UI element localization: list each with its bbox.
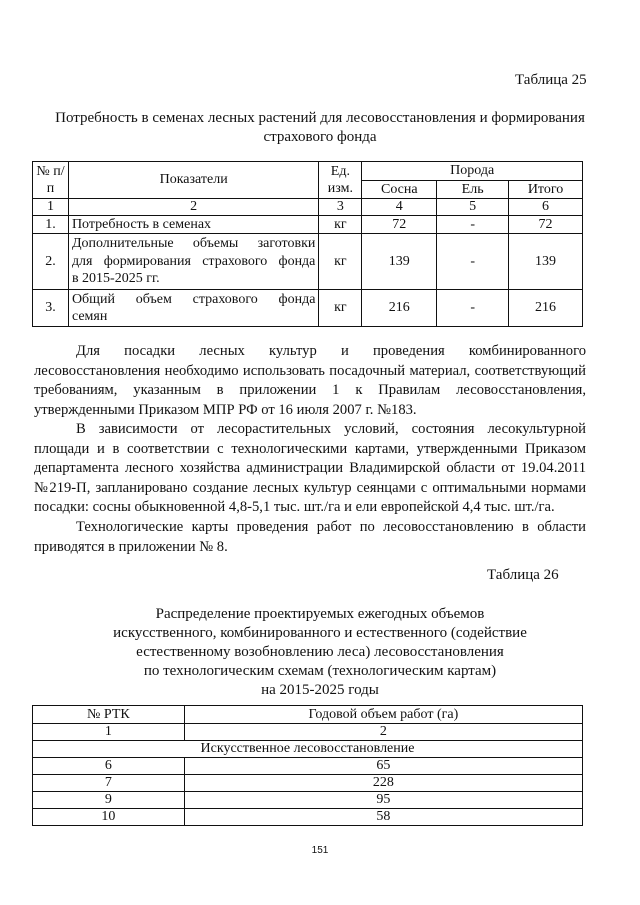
table25-title: [40, 109, 600, 147]
table-row: [33, 234, 583, 290]
row-spruce: -: [437, 234, 509, 290]
row-pine: 72: [362, 216, 437, 234]
volume-cell: 65: [184, 758, 582, 775]
row-total: 216: [509, 290, 583, 327]
row-pine: 139: [362, 234, 437, 290]
row-unit: кг: [319, 234, 362, 290]
row-indicator: Потребность в семенах: [68, 216, 318, 234]
row-indicator-line: Общий объем страхового фонда: [71, 291, 316, 307]
header-pine: Сосна: [362, 181, 437, 199]
colnum-cell: 1: [33, 724, 185, 741]
colnum-row: [33, 199, 583, 216]
volume-cell: 95: [184, 792, 582, 809]
table25: [32, 161, 583, 327]
table26-title-line: искусственного, комбинированного и естественного (содействие: [113, 625, 527, 641]
rtk-cell: 9: [33, 792, 185, 809]
table-row: [33, 758, 583, 775]
colnum-cell: 4: [362, 199, 437, 216]
table26-title: [40, 605, 600, 700]
table26-title-line: естественному возобновлению леса) лесовосстановления: [136, 644, 504, 660]
section-header: Искусственное лесовосстановление: [33, 741, 583, 758]
paragraph-3: Технологические карты проведения работ по лесовосстановлению в области приводятся в приложении № 8.: [34, 519, 586, 555]
table25-title-line2: страхового фонда: [263, 129, 377, 145]
page-number: 151: [311, 845, 329, 856]
row-num: 3.: [33, 290, 69, 327]
row-pine: 216: [362, 290, 437, 327]
header-num: № п/п: [33, 162, 69, 199]
table25-title-line1: Потребность в семенах лесных растений для лесовосстановления и формирования: [55, 110, 585, 126]
volume-cell: 228: [184, 775, 582, 792]
rtk-cell: 6: [33, 758, 185, 775]
row-indicator: [68, 290, 318, 327]
table26-title-line: на 2015-2025 годы: [261, 682, 379, 698]
row-indicator-line: Дополнительные объемы заготовки: [71, 236, 316, 252]
table26: [32, 705, 583, 826]
rtk-cell: 7: [33, 775, 185, 792]
header-volume: Годовой объем работ (га): [184, 706, 582, 724]
table-row: [33, 809, 583, 826]
header-spruce: Ель: [437, 181, 509, 199]
header-total: Итого: [509, 181, 583, 199]
colnum-cell: 6: [509, 199, 583, 216]
table26-title-line: по технологическим схемам (технологическим картам): [143, 663, 497, 679]
row-num: 2.: [33, 234, 69, 290]
table-row: [33, 216, 583, 234]
colnum-cell: 3: [319, 199, 362, 216]
colnum-cell: 1: [33, 199, 69, 216]
row-unit: кг: [319, 216, 362, 234]
table26-label: Таблица 26: [487, 567, 559, 583]
colnum-cell: 5: [437, 199, 509, 216]
header-unit: Ед. изм.: [319, 162, 362, 199]
table-row: [33, 290, 583, 327]
volume-cell: 58: [184, 809, 582, 826]
colnum-cell: 2: [68, 199, 318, 216]
table25-label: Таблица 25: [515, 72, 587, 88]
row-spruce: -: [437, 216, 509, 234]
row-num: 1.: [33, 216, 69, 234]
rtk-cell: 10: [33, 809, 185, 826]
paragraph-1: Для посадки лесных культур и проведения комбинированного лесовосстановления необходимо использовать посадочный материал, соответствующий требованиям, указанным в приложении 1 к Правилам лесовосстановления, утвержденными Приказом МПР РФ от 16 июля 2007 г. №183.: [34, 343, 586, 418]
row-indicator-line: семян: [71, 309, 108, 324]
table-row: [33, 775, 583, 792]
header-rtk: № РТК: [33, 706, 185, 724]
table26-title-line: Распределение проектируемых ежегодных объемов: [155, 606, 485, 622]
row-indicator: [68, 234, 318, 290]
row-indicator-line: в 2015-2025 гг.: [71, 271, 160, 287]
colnum-row: [33, 724, 583, 741]
colnum-cell: 2: [184, 724, 582, 741]
row-spruce: -: [437, 290, 509, 327]
header-indicators: Показатели: [68, 162, 318, 199]
row-total: 139: [509, 234, 583, 290]
table-row: [33, 792, 583, 809]
paragraph-2: В зависимости от лесорастительных условий, состояния лесокультурной площади и в соответствии с технологическими картами, утвержденными Приказом департамента лесного хозяйства администрации Владимирской области от 19.04.2011 №219-П, запланировано создание лесных культур сеянцами с оптимальными нормами посадки: сосны обыкновенной 4,8-5,1 тыс. шт./га и ели европейской 4,4 тыс. шт./га.: [34, 421, 586, 515]
row-indicator-line: для формирования страхового фонда: [71, 253, 316, 269]
header-breed: Порода: [362, 162, 583, 181]
row-unit: кг: [319, 290, 362, 327]
row-total: 72: [509, 216, 583, 234]
